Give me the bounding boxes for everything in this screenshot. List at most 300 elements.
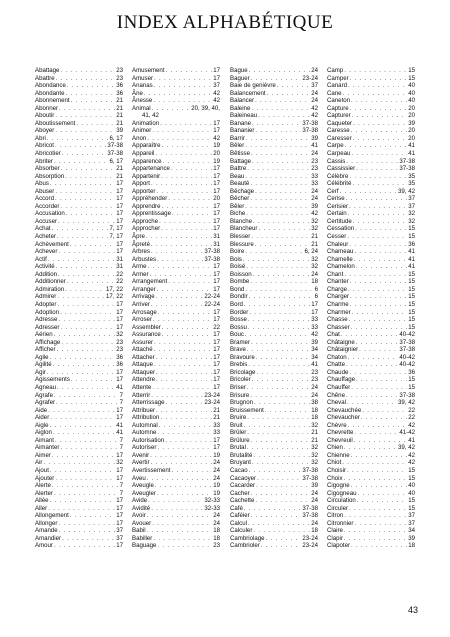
dot-leader bbox=[154, 361, 212, 369]
index-entry bbox=[327, 384, 415, 392]
index-page-ref: 24 bbox=[311, 89, 318, 97]
index-page-ref: 37-38 bbox=[399, 338, 415, 346]
index-page-ref: 33 bbox=[311, 316, 318, 324]
index-entry bbox=[327, 542, 415, 550]
index-page-ref: 6, 17 bbox=[109, 134, 123, 142]
index-entry bbox=[230, 482, 318, 490]
index-entry bbox=[327, 535, 415, 543]
index-page-ref: 18 bbox=[213, 527, 220, 535]
dot-leader bbox=[147, 527, 213, 535]
index-term: Châtaigne bbox=[327, 338, 355, 346]
index-page-ref: 37-38 bbox=[302, 466, 318, 474]
index-term: Aimanter bbox=[35, 444, 60, 452]
dot-leader bbox=[252, 158, 310, 166]
dot-leader bbox=[60, 67, 115, 75]
index-term: Allongement bbox=[35, 512, 69, 520]
dot-leader bbox=[55, 142, 106, 150]
index-term: Certitude bbox=[327, 217, 352, 225]
dot-leader bbox=[356, 165, 398, 173]
index-term: Camp bbox=[327, 67, 344, 74]
index-page-ref: 15 bbox=[408, 293, 415, 301]
index-page-ref: 22-24 bbox=[204, 300, 220, 308]
index-page-ref: 39 bbox=[408, 119, 415, 127]
index-entry bbox=[132, 422, 220, 430]
index-entry bbox=[327, 225, 415, 233]
index-entry bbox=[132, 429, 220, 437]
index-column-3 bbox=[230, 67, 318, 550]
index-term: Chasse bbox=[327, 316, 348, 324]
index-term: Cacaoyer bbox=[230, 474, 257, 482]
index-term: Bond bbox=[230, 285, 245, 293]
index-page-ref: 24 bbox=[213, 474, 220, 482]
index-term: Balancement bbox=[230, 89, 266, 97]
index-page-ref: 37-38 bbox=[399, 165, 415, 173]
index-term: Abriter bbox=[35, 157, 53, 165]
dot-leader bbox=[166, 67, 213, 75]
index-term: Battre bbox=[230, 165, 247, 173]
index-term: Attendre bbox=[132, 376, 156, 384]
index-entry bbox=[230, 497, 318, 505]
dot-leader bbox=[340, 188, 398, 196]
index-page-ref: 33 bbox=[311, 172, 318, 180]
dot-leader bbox=[346, 392, 398, 400]
index-page-ref: 20 bbox=[408, 112, 415, 120]
index-term: Célèbre bbox=[327, 172, 349, 180]
dot-leader bbox=[151, 248, 203, 256]
index-page-ref: 42 bbox=[213, 89, 220, 97]
index-term: Carpe bbox=[327, 142, 344, 150]
index-term: Amusement bbox=[132, 67, 165, 74]
index-entry bbox=[35, 376, 123, 384]
index-page-ref: 17 bbox=[116, 210, 123, 218]
index-entry bbox=[132, 293, 220, 301]
index-page-ref: 41-42 bbox=[399, 429, 415, 437]
index-term: Amour bbox=[35, 542, 53, 550]
dot-leader bbox=[343, 90, 408, 98]
index-page-ref: 21 bbox=[213, 414, 220, 422]
index-term: Atterrissage bbox=[132, 399, 165, 407]
index-term: Babil bbox=[132, 527, 146, 535]
index-term: Amande bbox=[35, 527, 58, 535]
index-entry bbox=[230, 542, 318, 550]
index-entry bbox=[132, 158, 220, 166]
index-term: Abus bbox=[35, 180, 49, 188]
dot-leader bbox=[256, 354, 310, 362]
index-term: Bouc bbox=[230, 331, 244, 339]
index-page-ref: 32 bbox=[408, 210, 415, 218]
index-term: Clapir bbox=[327, 534, 343, 542]
index-entry bbox=[327, 286, 415, 294]
index-entry bbox=[327, 158, 415, 166]
index-page-ref: 42 bbox=[311, 331, 318, 339]
index-term: Appréhender bbox=[132, 195, 168, 203]
index-term: Assurer bbox=[132, 338, 153, 346]
index-page-ref: 33 bbox=[311, 323, 318, 331]
index-entry bbox=[327, 482, 415, 490]
index-term: Avouer bbox=[132, 519, 152, 527]
index-entry bbox=[35, 324, 123, 332]
index-page-ref: 40 bbox=[408, 489, 415, 497]
index-entry bbox=[327, 105, 415, 113]
index-term: Chant bbox=[327, 270, 344, 278]
index-entry bbox=[35, 369, 123, 377]
dot-leader bbox=[161, 142, 212, 150]
dot-leader bbox=[246, 210, 310, 218]
index-page-ref: 21 bbox=[311, 429, 318, 437]
index-entry bbox=[327, 429, 415, 437]
index-term: Café bbox=[230, 504, 243, 512]
index-entry bbox=[230, 354, 318, 362]
index-page-ref: 17 bbox=[116, 466, 123, 474]
index-term: Âpre bbox=[132, 233, 145, 241]
index-page-ref: 17 bbox=[213, 278, 220, 286]
dot-leader bbox=[261, 542, 302, 550]
index-page-ref: 37-38 bbox=[107, 142, 123, 150]
index-entry bbox=[327, 490, 415, 498]
index-term: Arranger bbox=[132, 285, 156, 293]
index-term: Caresser bbox=[327, 134, 352, 142]
index-term: Admirer bbox=[35, 293, 57, 301]
index-page-ref: 17 bbox=[213, 361, 220, 369]
index-term: Abondante bbox=[35, 89, 65, 97]
index-page-ref: 32-33 bbox=[204, 504, 220, 512]
dot-leader bbox=[165, 437, 212, 445]
dot-leader bbox=[352, 112, 408, 120]
index-page-ref: 32 bbox=[311, 444, 318, 452]
index-term: Carpeau bbox=[327, 150, 351, 158]
index-page-ref: 23 bbox=[311, 157, 318, 165]
dot-leader bbox=[248, 361, 310, 369]
dot-leader bbox=[356, 376, 407, 384]
dot-leader bbox=[277, 82, 310, 90]
index-term: Cane bbox=[327, 89, 342, 97]
index-entry bbox=[230, 331, 318, 339]
dot-leader bbox=[54, 490, 119, 498]
dot-leader bbox=[253, 271, 311, 279]
dot-leader bbox=[156, 293, 204, 301]
index-entry bbox=[132, 120, 220, 128]
index-term: Agir bbox=[35, 368, 46, 376]
dot-leader bbox=[147, 475, 212, 483]
index-term: Bois bbox=[230, 255, 242, 263]
index-term: Arrangement bbox=[132, 278, 168, 286]
index-term: Border bbox=[230, 308, 249, 316]
index-entry bbox=[132, 301, 220, 309]
dot-leader bbox=[50, 422, 116, 430]
index-entry bbox=[35, 105, 123, 113]
dot-leader bbox=[61, 165, 115, 173]
index-term: Choisir bbox=[327, 466, 346, 474]
index-page-ref: 18 bbox=[311, 278, 318, 286]
index-page-ref: 15 bbox=[408, 383, 415, 391]
index-entry bbox=[35, 263, 123, 271]
index-entry bbox=[132, 361, 220, 369]
dot-leader bbox=[52, 225, 109, 233]
index-page-ref: 31 bbox=[116, 263, 123, 271]
dot-leader bbox=[161, 203, 212, 211]
index-entry bbox=[35, 512, 123, 520]
index-term: Adresse bbox=[35, 316, 58, 324]
dot-leader bbox=[359, 346, 398, 354]
index-term: Accusation bbox=[35, 210, 65, 218]
dot-leader bbox=[58, 248, 115, 256]
index-page-ref: 17 bbox=[213, 172, 220, 180]
dot-leader bbox=[54, 392, 119, 400]
index-entry bbox=[230, 67, 318, 75]
index-page-ref: 42 bbox=[408, 421, 415, 429]
index-entry bbox=[35, 97, 123, 105]
index-page-ref: 37-38 bbox=[302, 127, 318, 135]
index-entry bbox=[327, 75, 415, 83]
index-term: Charmer bbox=[327, 308, 351, 316]
index-entry bbox=[230, 120, 318, 128]
index-page-ref: 15 bbox=[408, 67, 415, 74]
dot-leader bbox=[344, 67, 407, 75]
dot-leader bbox=[344, 444, 397, 452]
index-page-ref: 6, 24 bbox=[304, 248, 318, 256]
dot-leader bbox=[148, 497, 203, 505]
index-term: Chevauchée bbox=[327, 406, 362, 414]
index-term: Chèvre bbox=[327, 421, 347, 429]
index-page-ref: 15 bbox=[408, 474, 415, 482]
index-term: Cigogne bbox=[327, 482, 350, 490]
index-term: Chatte bbox=[327, 361, 345, 369]
index-term: Atterrir bbox=[132, 391, 151, 399]
index-term: Brûler bbox=[230, 429, 247, 437]
index-entry bbox=[35, 482, 123, 490]
index-entry bbox=[35, 361, 123, 369]
dot-leader bbox=[54, 542, 115, 550]
index-term: Abricot bbox=[35, 142, 54, 150]
index-page-ref: 42 bbox=[408, 451, 415, 459]
index-page-ref: 37-38 bbox=[204, 248, 220, 256]
index-entry bbox=[327, 203, 415, 211]
index-page-ref: 20 bbox=[408, 134, 415, 142]
dot-leader bbox=[346, 361, 398, 369]
page-title: INDEX ALPHABÉTIQUE bbox=[116, 12, 334, 33]
dot-leader bbox=[344, 475, 408, 483]
index-page-ref: 17 bbox=[213, 217, 220, 225]
dot-leader bbox=[255, 497, 310, 505]
index-page-ref: 15 bbox=[408, 278, 415, 286]
index-term: Appareil bbox=[132, 150, 155, 158]
index-page-ref: 39, 42 bbox=[398, 187, 415, 195]
dot-leader bbox=[153, 316, 212, 324]
index-term: Arme bbox=[132, 263, 147, 271]
index-page-ref: 39 bbox=[116, 127, 123, 135]
index-page-ref: 37-38 bbox=[302, 512, 318, 520]
dot-leader bbox=[155, 482, 212, 490]
index-entry bbox=[35, 241, 123, 249]
index-term: Bruyant bbox=[230, 459, 252, 467]
index-entry bbox=[327, 346, 415, 354]
index-term: Boire bbox=[230, 248, 245, 256]
index-term: Animal bbox=[132, 104, 151, 112]
index-term: Aboutissement bbox=[35, 119, 76, 127]
index-page-ref: 36 bbox=[408, 368, 415, 376]
index-page-ref: 37-38 bbox=[302, 119, 318, 127]
index-term: Cambriolage bbox=[230, 534, 265, 542]
index-page-ref: 17 bbox=[116, 308, 123, 316]
index-term: Bague bbox=[230, 67, 248, 74]
index-entry bbox=[230, 301, 318, 309]
dot-leader bbox=[247, 165, 310, 173]
dot-leader bbox=[249, 467, 302, 475]
dot-leader bbox=[252, 459, 310, 467]
index-term: Cerisier bbox=[327, 202, 348, 210]
index-entry bbox=[230, 97, 318, 105]
index-page-ref: 41 bbox=[408, 248, 415, 256]
page-number: 43 bbox=[407, 605, 418, 615]
index-entry bbox=[230, 203, 318, 211]
index-term: Attribuer bbox=[132, 406, 156, 414]
index-term: Bricolage bbox=[230, 368, 256, 376]
dot-leader bbox=[151, 180, 212, 188]
index-page-ref: 17, 22 bbox=[106, 285, 123, 293]
dot-leader bbox=[349, 505, 407, 513]
index-entry bbox=[132, 150, 220, 158]
index-page-ref: 7 bbox=[119, 399, 123, 407]
index-page-ref: 32 bbox=[311, 451, 318, 459]
index-entry bbox=[327, 180, 415, 188]
index-entry bbox=[132, 278, 220, 286]
index-term: Cessation bbox=[327, 225, 355, 233]
index-entry bbox=[132, 535, 220, 543]
index-page-ref: 37 bbox=[116, 534, 123, 542]
dot-leader bbox=[244, 505, 302, 513]
index-entry bbox=[35, 248, 123, 256]
dot-leader bbox=[48, 505, 115, 513]
index-page-ref: 17 bbox=[213, 436, 220, 444]
index-term: Aiglon bbox=[35, 429, 52, 437]
index-entry bbox=[230, 127, 318, 135]
index-term: Appartenance bbox=[132, 165, 170, 173]
index-term: Chien bbox=[327, 444, 343, 452]
dot-leader bbox=[58, 316, 115, 324]
index-term: Baleine bbox=[230, 104, 251, 112]
dot-leader bbox=[162, 331, 212, 339]
dot-leader bbox=[354, 429, 398, 437]
index-term: Calcul bbox=[230, 519, 247, 527]
index-term: Arbustes bbox=[132, 255, 157, 263]
dot-leader bbox=[249, 67, 311, 75]
index-page-ref: 42 bbox=[213, 134, 220, 142]
index-page-ref: 17 bbox=[213, 270, 220, 278]
index-page-ref: 24 bbox=[311, 383, 318, 391]
index-page-ref: 40-42 bbox=[399, 331, 415, 339]
dot-leader bbox=[348, 210, 408, 218]
dot-leader bbox=[54, 158, 108, 166]
index-entry bbox=[132, 527, 220, 535]
index-entry bbox=[35, 490, 123, 498]
dot-leader bbox=[52, 452, 115, 460]
index-entry bbox=[35, 210, 123, 218]
index-entry bbox=[132, 339, 220, 347]
index-page-ref: 17 bbox=[116, 316, 123, 324]
index-page-ref: 17 bbox=[213, 376, 220, 384]
dot-leader bbox=[161, 225, 212, 233]
index-entry bbox=[132, 82, 220, 90]
index-page-ref: 18 bbox=[408, 542, 415, 550]
index-entry bbox=[230, 150, 318, 158]
index-term: Brugnon bbox=[230, 399, 254, 407]
index-entry bbox=[327, 142, 415, 150]
dot-leader bbox=[247, 384, 310, 392]
index-entry bbox=[327, 301, 415, 309]
index-page-ref: 32-33 bbox=[204, 497, 220, 505]
index-entry bbox=[230, 376, 318, 384]
index-term: Beau bbox=[230, 172, 245, 180]
index-page-ref: 24 bbox=[311, 489, 318, 497]
dot-leader bbox=[251, 150, 310, 158]
index-entry bbox=[35, 271, 123, 279]
index-entry bbox=[327, 422, 415, 430]
index-page-ref: 6 bbox=[314, 285, 318, 293]
index-entry bbox=[132, 497, 220, 505]
index-page-ref: 37 bbox=[408, 519, 415, 527]
index-page-ref: 19 bbox=[213, 489, 220, 497]
index-term: Clapoter bbox=[327, 542, 351, 550]
index-page-ref: 37-38 bbox=[302, 504, 318, 512]
dot-leader bbox=[355, 225, 407, 233]
index-entry bbox=[132, 195, 220, 203]
index-page-ref: 23-24 bbox=[204, 391, 220, 399]
dot-leader bbox=[146, 233, 212, 241]
index-term: Biche bbox=[230, 210, 246, 218]
dot-leader bbox=[159, 422, 212, 430]
index-page-ref: 18 bbox=[311, 414, 318, 422]
index-page-ref: 15 bbox=[408, 270, 415, 278]
index-entry bbox=[230, 233, 318, 241]
index-page-ref: 15 bbox=[408, 504, 415, 512]
index-entry bbox=[35, 309, 123, 317]
dot-leader bbox=[348, 82, 407, 90]
index-term: Autoriser bbox=[132, 444, 157, 452]
dot-leader bbox=[357, 497, 407, 505]
index-entry bbox=[327, 233, 415, 241]
index-term: Apprentissage bbox=[132, 210, 171, 218]
index-term: Attribution bbox=[132, 414, 160, 422]
index-entry bbox=[327, 316, 415, 324]
index-term: Aboutir bbox=[35, 112, 55, 120]
index-term: Célébrité bbox=[327, 180, 352, 188]
dot-leader bbox=[59, 105, 115, 113]
index-page-ref: 39 bbox=[311, 338, 318, 346]
index-term: Accord bbox=[35, 195, 54, 203]
index-entry bbox=[35, 535, 123, 543]
index-page-ref: 7 bbox=[119, 436, 123, 444]
index-entry bbox=[327, 452, 415, 460]
index-term: Achèvement bbox=[35, 240, 69, 248]
index-term: Aigle bbox=[35, 421, 49, 429]
index-page-ref: 18 bbox=[311, 406, 318, 414]
dot-leader bbox=[344, 512, 407, 520]
index-entry bbox=[230, 490, 318, 498]
index-entry bbox=[132, 127, 220, 135]
index-entry bbox=[230, 505, 318, 513]
index-entry bbox=[35, 127, 123, 135]
index-page-ref: 22 bbox=[213, 323, 220, 331]
dot-leader bbox=[151, 301, 203, 309]
index-page-ref: 17 bbox=[213, 127, 220, 135]
index-page-ref: 41 bbox=[408, 142, 415, 150]
index-page-ref: 23 bbox=[116, 338, 123, 346]
index-entry bbox=[327, 376, 415, 384]
index-entry bbox=[327, 527, 415, 535]
index-page-ref: 17 bbox=[213, 263, 220, 271]
index-entry bbox=[327, 248, 415, 256]
dot-leader bbox=[349, 316, 408, 324]
